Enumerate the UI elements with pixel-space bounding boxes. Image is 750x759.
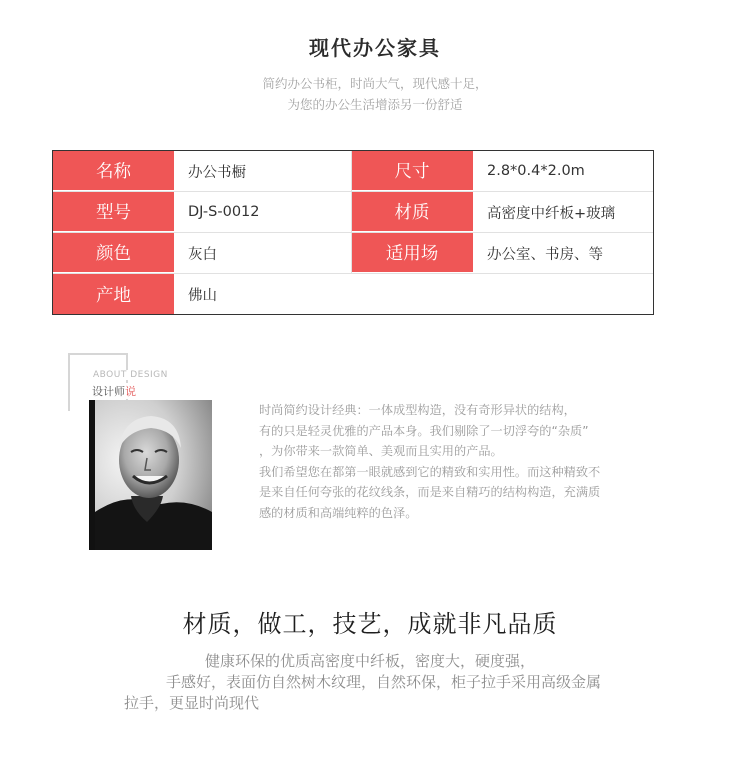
quote-line: 感的材质和高端纯粹的色泽。 [259,505,418,520]
designer-portrait-image [89,400,212,550]
spec-label: 材质 [351,192,473,231]
quality-description-line-1: 健康环保的优质高密度中纤板，密度大，硬度强， [205,652,536,670]
spec-value: 办公室、书房、等 [487,246,603,263]
designer-says-label [92,383,140,399]
quote-line: 是来自任何夸张的花纹线条，而是来自精巧的结构构造，充满质 [259,485,601,499]
spec-value: 高密度中纤板+玻璃 [487,205,616,222]
designer-photo [89,400,212,550]
quality-description-line-2: 手感好，表面仿自然树木纹理，自然环保，柜子拉手采用高级金属 [166,673,602,691]
quote-line: 时尚简约设计经典：一体成型构造，没有奇形异状的结构， [259,403,576,417]
about-design-label: ABOUT DESIGN [93,370,172,380]
spec-value: 灰白 [188,246,217,263]
subtitle-line-1: 简约办公书柜，时尚大气，现代感十足， [262,76,488,91]
spec-label: 适用场 [351,233,473,272]
spec-row [53,192,653,233]
quote-line: 我们希望您在都第一眼就感到它的精致和实用性。而这种精致不 [259,464,601,479]
quality-heading: 材质，做工，技艺，成就非凡品质 [182,610,558,638]
spec-label: 产地 [53,274,174,314]
spec-table [52,150,654,315]
quote-line: ，为你带来一款简单、美观而且实用的产品。 [259,444,503,458]
designer-label-prefix: 设计师 [92,385,125,398]
spec-label: 型号 [53,192,174,231]
spec-value: 办公书橱 [188,164,246,181]
quote-line: 有的只是轻灵优雅的产品本身。我们剔除了一切浮夸的“杂质” [259,423,589,438]
column-divider [351,192,352,233]
page-title: 现代办公家具 [309,36,441,60]
spec-row [53,274,653,315]
spec-value: 2.8*0.4*2.0m [487,163,585,179]
column-divider [351,233,352,274]
subtitle-line-2: 为您的办公生活增添另一份舒适 [287,97,463,112]
spec-value: 佛山 [188,287,217,304]
spec-label: 名称 [53,151,174,190]
spec-row [53,151,653,192]
spec-value: DJ-S-0012 [188,204,260,220]
spec-label: 尺寸 [351,151,473,190]
spec-row [53,233,653,274]
quality-description-line-3: 拉手，更显时尚现代 [124,694,260,712]
column-divider [351,151,352,192]
designer-quote [259,400,659,523]
designer-label-accent: 说 [125,385,136,398]
spec-label: 颜色 [53,233,174,272]
